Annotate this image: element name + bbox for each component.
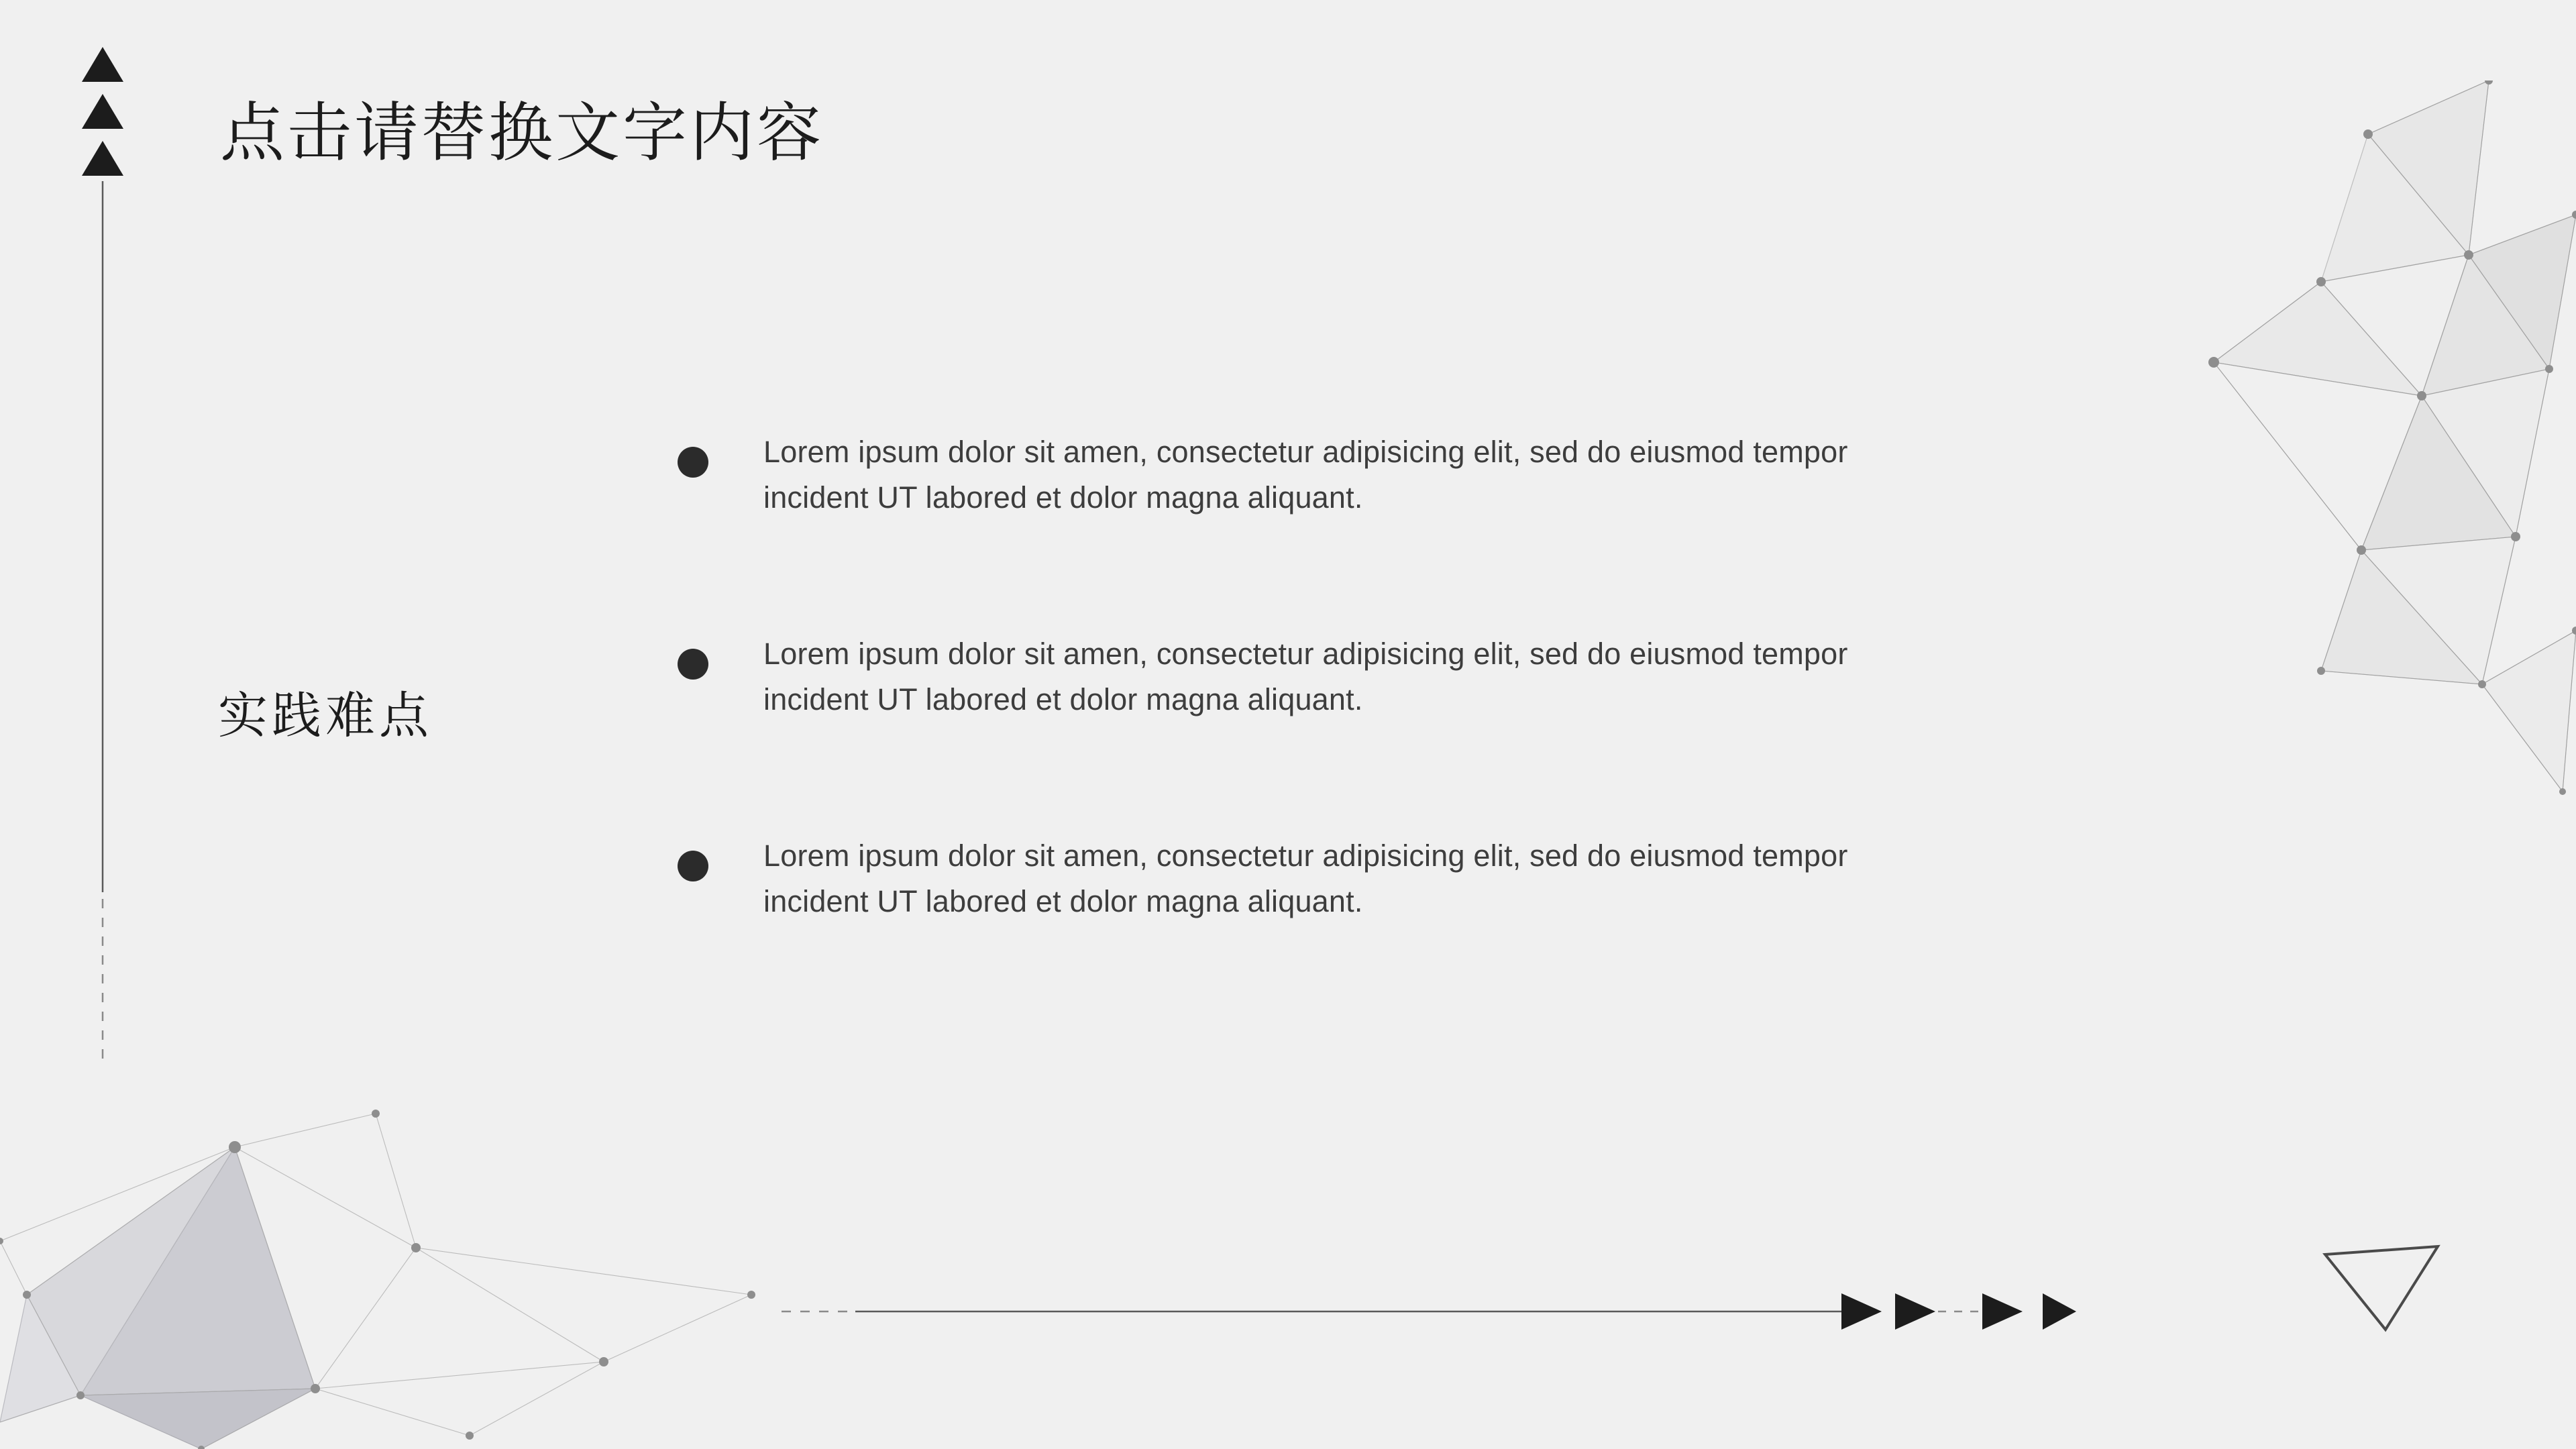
bullet-text: Lorem ipsum dolor sit amen, consectetur adipisicing elit, sed do eiusmod tempor incident UT labored et dolor magna aliquant. bbox=[763, 636, 1848, 717]
low-poly-network-art-bottom-left bbox=[0, 1073, 939, 1449]
triangle-outline-icon bbox=[2321, 1241, 2442, 1335]
section-label: 实践难点 bbox=[218, 687, 433, 745]
bullet-dot-icon bbox=[678, 649, 708, 680]
bullet-dot-icon bbox=[678, 851, 708, 881]
bullet-list bbox=[678, 429, 1858, 924]
bullet-text: Lorem ipsum dolor sit amen, consectetur adipisicing elit, sed do eiusmod tempor incident UT labored et dolor magna aliquant. bbox=[763, 838, 1848, 918]
vertical-arrow-rail bbox=[79, 47, 126, 1120]
list-item bbox=[678, 631, 1858, 723]
list-item bbox=[678, 429, 1858, 521]
list-item bbox=[678, 833, 1858, 925]
low-poly-network-art-right bbox=[2200, 80, 2576, 953]
horizontal-arrow-rail bbox=[782, 1281, 2116, 1342]
bullet-dot-icon bbox=[678, 447, 708, 478]
page-title: 点击请替换文字内容 bbox=[220, 95, 824, 170]
bullet-text: Lorem ipsum dolor sit amen, consectetur adipisicing elit, sed do eiusmod tempor incident UT labored et dolor magna aliquant. bbox=[763, 435, 1848, 515]
